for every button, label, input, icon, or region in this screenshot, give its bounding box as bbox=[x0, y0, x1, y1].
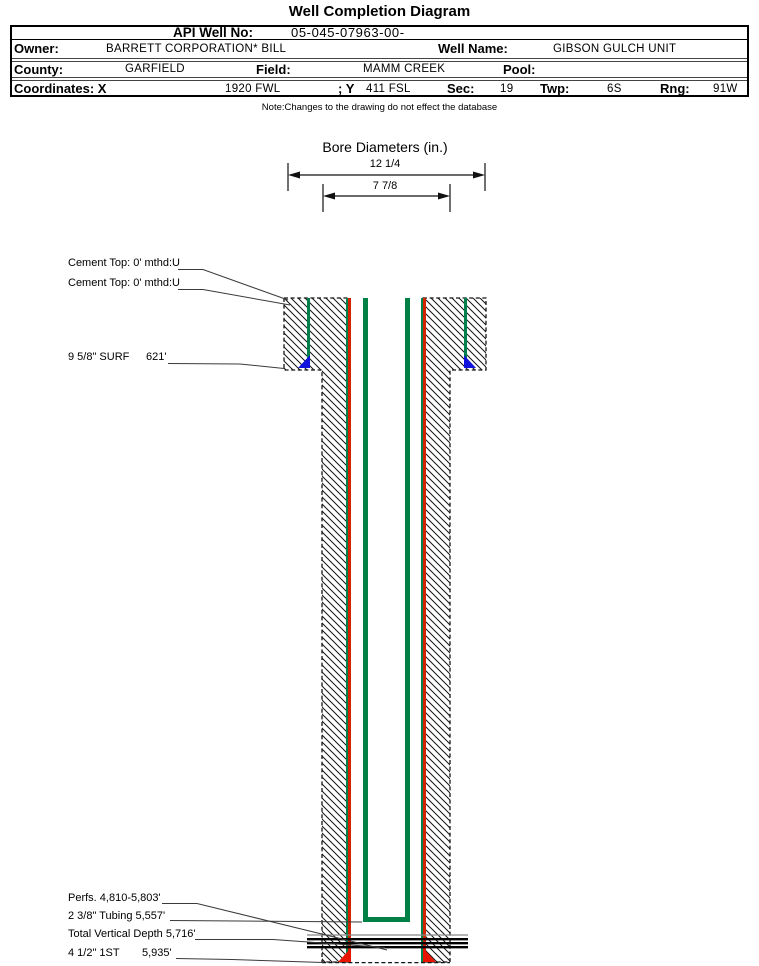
database-note: Note:Changes to the drawing do not effect the database bbox=[261, 102, 498, 113]
section-label: Sec: bbox=[447, 81, 475, 96]
county-value: GARFIELD bbox=[125, 63, 185, 75]
production-casing-left-inner bbox=[346, 298, 348, 962]
arrowhead-left-icon bbox=[288, 172, 300, 179]
cement-top-2-label: Cement Top: 0' mthd:U bbox=[68, 277, 180, 289]
production-casing-left bbox=[348, 298, 351, 962]
surface-casing-label: 9 5/8" SURF bbox=[68, 351, 130, 363]
production-casing-leader bbox=[176, 959, 323, 963]
arrowhead-left-icon bbox=[323, 193, 335, 200]
outer-bore-diameter-label: 12 1/4 bbox=[369, 158, 401, 170]
arrowhead-right-icon bbox=[473, 172, 485, 179]
pool-label: Pool: bbox=[503, 62, 536, 77]
page-title: Well Completion Diagram bbox=[288, 3, 471, 20]
perfs-label: Perfs. 4,810-5,803' bbox=[68, 892, 161, 904]
section-value: 19 bbox=[500, 83, 514, 95]
county-label: County: bbox=[14, 62, 64, 77]
bore-diameters-title: Bore Diameters (in.) bbox=[322, 139, 448, 155]
production-casing-right-inner bbox=[421, 298, 423, 962]
leader-lines bbox=[162, 270, 387, 963]
surface-casing-leader bbox=[168, 364, 284, 369]
range-value: 91W bbox=[713, 83, 738, 95]
field-label: Field: bbox=[256, 62, 291, 77]
cement-top-1-leader bbox=[178, 270, 288, 301]
coordinate-y-value: 411 FSL bbox=[366, 83, 411, 95]
production-casing-label: 4 1/2" 1ST bbox=[68, 947, 120, 959]
production-casing-right bbox=[423, 298, 426, 962]
inner-bore-diameter-label: 7 7/8 bbox=[372, 180, 398, 192]
township-value: 6S bbox=[607, 83, 622, 95]
api-value: 05-045-07963-00- bbox=[291, 25, 405, 40]
tubing-string bbox=[366, 298, 408, 920]
coordinates-label: Coordinates: X bbox=[14, 81, 107, 96]
cement-top-2-leader bbox=[178, 290, 290, 306]
well-name-label: Well Name: bbox=[438, 41, 508, 56]
owner-label: Owner: bbox=[14, 41, 59, 56]
production-casing-depth: 5,935' bbox=[142, 947, 172, 959]
well-name-value: GIBSON GULCH UNIT bbox=[553, 43, 677, 55]
field-value: MAMM CREEK bbox=[363, 63, 446, 75]
tvd-label: Total Vertical Depth 5,716' bbox=[68, 928, 196, 940]
cement-annulus-left bbox=[284, 298, 348, 962]
arrowhead-right-icon bbox=[438, 193, 450, 200]
township-label: Twp: bbox=[540, 81, 570, 96]
coordinate-y-label: ; Y bbox=[338, 81, 355, 96]
api-label: API Well No: bbox=[173, 25, 254, 40]
cement-top-1-label: Cement Top: 0' mthd:U bbox=[68, 257, 180, 269]
range-label: Rng: bbox=[660, 81, 690, 96]
cement-annulus-right bbox=[423, 298, 486, 962]
owner-value: BARRETT CORPORATION* BILL bbox=[106, 43, 287, 55]
coordinate-x-value: 1920 FWL bbox=[225, 83, 281, 95]
tubing-label: 2 3/8" Tubing 5,557' bbox=[68, 910, 166, 922]
surface-casing-depth: 621' bbox=[146, 351, 167, 363]
